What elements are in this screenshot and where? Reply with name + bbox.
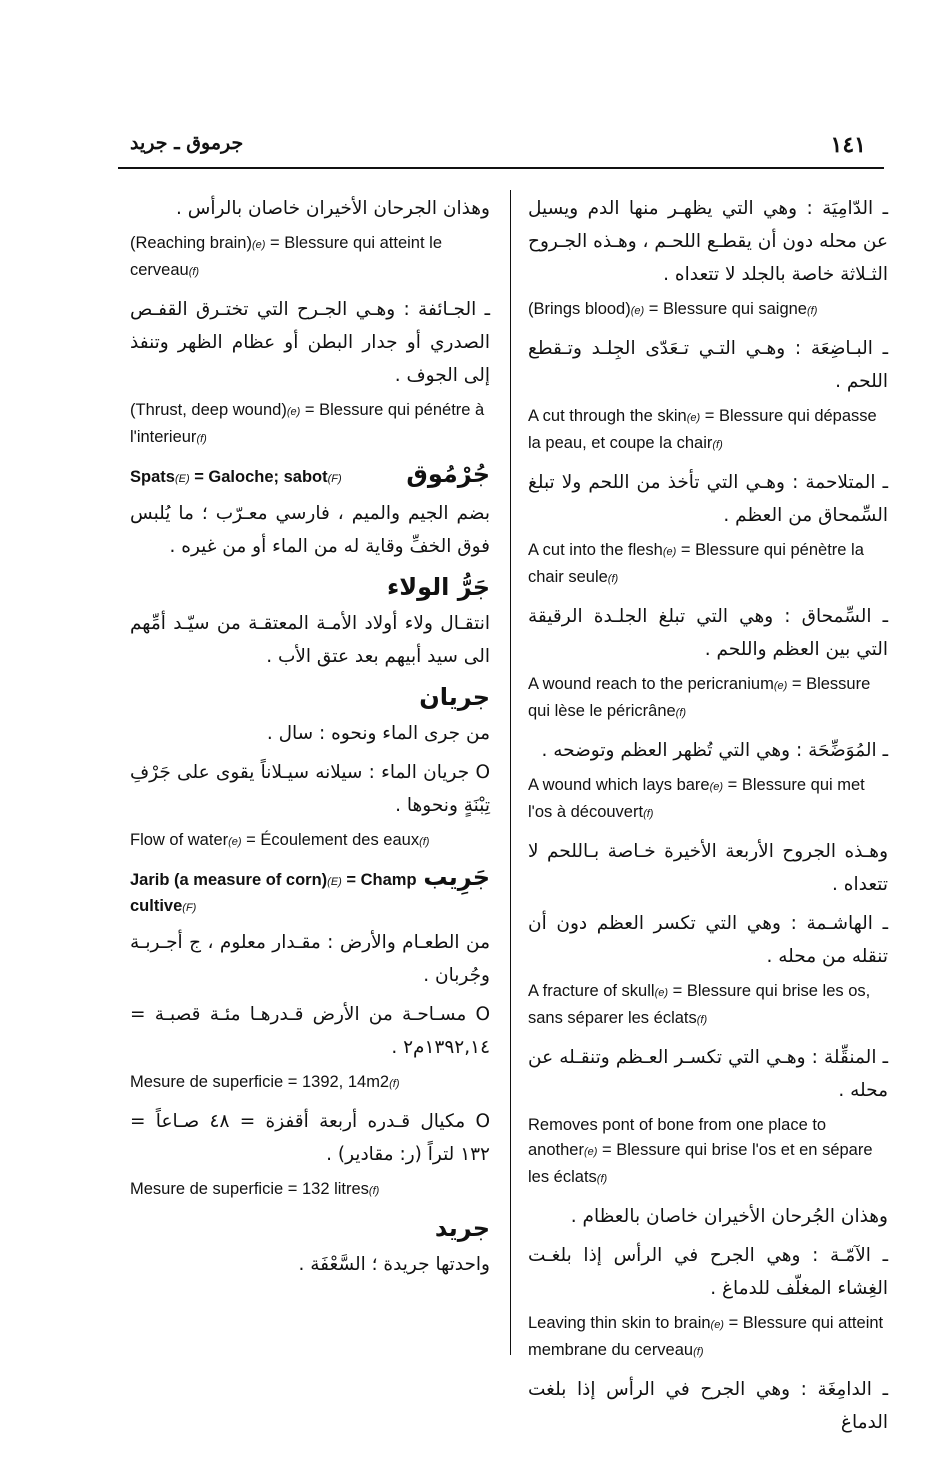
language-marker: (f): [596, 1173, 608, 1185]
arabic-definition: ـ المتلاحمة : وهـي التي تأخذ من اللحم ولا تبلغ السِّمحاق من العظم .: [528, 472, 888, 526]
arabic-definition: بضم الجيم والميم ، فارسي معـرّب ؛ ما يُلبس فوق الخفِّ وقاية له من الماء أو من غيره .: [130, 503, 490, 557]
french-term: = Blessure qui saigne: [644, 300, 807, 318]
language-marker: (f): [712, 439, 723, 451]
language-marker: (F): [327, 473, 342, 485]
translation-line: [130, 1177, 490, 1204]
language-marker: (e): [251, 239, 266, 251]
entry-headword: جُرْمُوق: [406, 460, 490, 488]
language-marker: (e): [686, 412, 701, 424]
arabic-definition: وهـذه الجروح الأربعة الأخيرة خـاصة بـاللحم لا تتعداه .: [528, 841, 888, 895]
language-marker: (f): [696, 1014, 708, 1026]
french-term: = Blessure qui dépasse la peau, et coupe la chair: [528, 407, 877, 452]
arabic-definition: ـ الآمّـة : وهي الجرح في الرأس إذا بلغـت الغِشاء المغلّف للدماغ .: [528, 1245, 888, 1299]
arabic-definition: O مكيال قـدره أربعة أقفزة = ٤٨ صـاعاً = ١٣٢ لتراً (ر: مقادير) .: [130, 1111, 490, 1165]
english-term: A cut through the skin: [528, 407, 687, 425]
arabic-definition: من جرى الماء ونحوه : سال .: [266, 723, 490, 744]
french-term: = Blessure qui brise les os, sans séparer les éclats: [528, 982, 871, 1027]
language-marker: (f): [389, 1078, 400, 1090]
entry-header: [130, 460, 490, 491]
header-rule: [118, 167, 884, 169]
translation-line: [528, 538, 888, 592]
language-marker: (e): [583, 1146, 598, 1158]
arabic-definition: ـ السِّمحاق : وهي التي تبلغ الجلـدة الرقيقة التي بين العظم واللحم .: [528, 606, 888, 660]
english-term: A fracture of skull: [528, 982, 655, 1000]
translation-line: [528, 297, 888, 324]
language-marker: (e): [228, 836, 242, 848]
arabic-definition: O جريان الماء : سيلانه سيـلاناً يقوى على جَرْفِ تِبْنَةٍ ونحوها .: [130, 762, 490, 816]
language-marker: (e): [630, 305, 645, 317]
language-marker: (E): [327, 876, 342, 888]
arabic-definition: ـ المنقِّلة : وهـي التي تكسـر العـظم وتنقـله عن محله .: [528, 1047, 888, 1101]
language-marker: (f): [196, 433, 207, 445]
french-term: = Blessure qui brise l'os et en sépare les éclats: [528, 1141, 873, 1186]
arabic-definition: وهذان الجرحان الأخيران خاصان بالرأس .: [176, 198, 490, 219]
translation-line: [528, 773, 888, 827]
language-marker: (F): [182, 902, 197, 914]
entry-headword: جريان: [419, 683, 490, 711]
english-term: A wound which lays bare: [528, 776, 710, 794]
french-term: = Blessure qui atteint membrane du cerveau: [528, 1314, 884, 1359]
arabic-definition: وهذان الجُرحان الأخيران خاصان بالعظام .: [570, 1206, 888, 1227]
french-term: = Blessure qui pénétre à l'interieur: [130, 401, 485, 446]
arabic-definition: ـ الدامِغَة : وهي الجرح في الرأس إذا بلغت الدماغ: [528, 1379, 888, 1433]
language-marker: (f): [188, 266, 200, 278]
arabic-definition: ـ المُوَضِّحَة : وهي التي تُظهر العظم وتوضحه .: [541, 740, 888, 761]
left-column: [130, 192, 490, 1287]
translation-line: [130, 828, 490, 855]
right-column: [528, 192, 888, 1445]
translation-line: [528, 1113, 888, 1192]
french-term: = Blessure qui pénètre la chair seule: [528, 541, 864, 586]
english-term: (Brings blood): [528, 300, 631, 318]
english-term: Flow of water: [130, 831, 229, 849]
arabic-definition: ـ الهاشـمة : وهي التي تكسر العظم دون أن تنقله من محله .: [528, 913, 888, 967]
english-term: A cut into the flesh: [528, 541, 663, 559]
english-term: (Reaching brain): [130, 234, 252, 252]
translation-line: [130, 1070, 490, 1097]
language-marker: (e): [710, 1319, 724, 1331]
language-marker: (E): [174, 473, 190, 485]
entry-translation: [130, 868, 423, 920]
language-marker: (e): [286, 406, 301, 418]
entry-headword: جَرِيب: [423, 863, 490, 891]
arabic-definition: O مسـاحـة من الأرض قـدرهـا مئـة قصبـة = ١٣٩٢,١٤م٢ .: [130, 1004, 490, 1058]
arabic-definition: من الطعـام والأرض : مقـدار معلوم ، ج أجـربـة وجُربان .: [130, 932, 490, 986]
language-marker: (e): [662, 546, 677, 558]
french-term: = Écoulement des eaux: [241, 831, 420, 849]
language-marker: (e): [654, 987, 669, 999]
english-term: (Thrust, deep wound): [130, 401, 287, 419]
language-marker: (f): [675, 707, 687, 719]
language-marker: (e): [773, 680, 788, 692]
translation-line: [130, 398, 490, 452]
entry-headword: جَرُّ الولاء: [386, 573, 490, 601]
entry-header: [130, 863, 490, 920]
language-marker: (f): [693, 1346, 704, 1358]
language-marker: (f): [806, 305, 818, 317]
french-term: = Champ cultive: [130, 871, 417, 915]
french-term: = Blessure qui atteint le cerveau: [130, 234, 442, 279]
english-term: A wound reach to the pericranium: [528, 675, 774, 693]
english-term: Spats: [130, 468, 175, 486]
entry-headword: جريد: [434, 1214, 490, 1242]
english-term: Jarib (a measure of corn): [130, 871, 328, 889]
arabic-definition: ـ البـاضِعَة : وهـي التـي تـعَدّى الجِلـد وتـقطع اللحم .: [528, 338, 888, 392]
french-term: = Blessure qui met l'os à découvert: [528, 776, 865, 821]
translation-line: [130, 231, 490, 285]
english-term: Removes pont of bone from one place to another: [528, 1116, 827, 1159]
english-term: Mesure de superficie = 132 litres: [130, 1180, 369, 1198]
french-term: = Galoche; sabot: [189, 468, 328, 486]
translation-line: [528, 979, 888, 1033]
arabic-definition: انتقـال ولاء أولاد الأمـة المعتقـة من سيّـد أمِّهم الى سيد أبيهم بعد عتق الأب .: [130, 613, 490, 667]
entry-translation: [130, 465, 342, 491]
language-marker: (f): [607, 573, 619, 585]
translation-line: [528, 404, 888, 458]
running-title: جرموق ـ جريد: [130, 132, 244, 154]
arabic-definition: ـ الجـائفة : وهـي الجـرح التي تختـرق القفـص الصدري أو جدار البطن أو عظام الظهر وتنفذ إلى الجوف .: [130, 299, 490, 386]
column-divider: [510, 190, 511, 1355]
language-marker: (f): [419, 836, 430, 848]
translation-line: [528, 672, 888, 726]
english-term: Mesure de superficie = 1392, 14m2: [130, 1073, 390, 1091]
arabic-definition: ـ الدّامِيَة : وهي التي يظهـر منها الدم ويسيل عن محله دون أن يقطـع اللحـم ، وهـذه الجـروح الثـلاثة خاصة بالجلد لا تتعداه .: [528, 198, 888, 285]
page-header: [118, 128, 878, 164]
english-term: Leaving thin skin to brain: [528, 1314, 711, 1332]
language-marker: (f): [368, 1185, 380, 1197]
french-term: = Blessure qui lèse le péricrâne: [528, 675, 871, 720]
translation-line: [528, 1311, 888, 1365]
language-marker: (f): [643, 808, 654, 820]
page-number: ١٤١: [830, 132, 866, 158]
language-marker: (e): [709, 781, 724, 793]
arabic-definition: واحدتها جريدة ؛ السَّعْفَة .: [298, 1254, 490, 1275]
